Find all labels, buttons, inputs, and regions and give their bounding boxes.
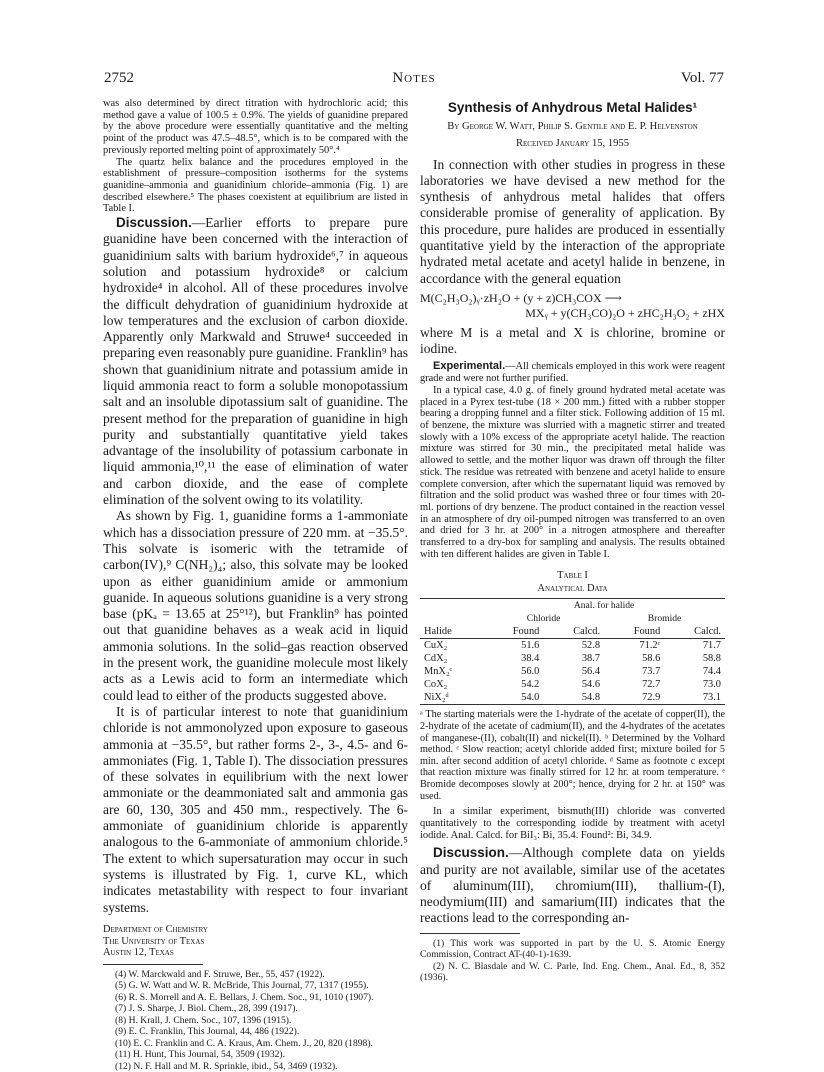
table-row bbox=[420, 665, 725, 678]
reference-item: (8) H. Krall, J. Chem. Soc., 107, 1396 (1915). bbox=[115, 1014, 292, 1026]
value-cell: 38.4 bbox=[521, 653, 540, 665]
article-authors: By George W. Watt, Philip S. Gentile and E. P. Helvenston bbox=[447, 121, 698, 132]
experimental-heading: Experimental. bbox=[433, 360, 506, 373]
footnote-item: (1) This work was supported in part by the U. S. Atomic Energy Commission, Contract AT-(40-1)-1639. bbox=[420, 937, 725, 961]
halide-cell: NiX₂ᵈ bbox=[424, 692, 449, 704]
address-line: Austin 12, Texas bbox=[103, 947, 174, 959]
table-caption: Table I bbox=[557, 570, 588, 582]
value-cell: 54.8 bbox=[581, 692, 601, 704]
where-sentence: where M is a metal and X is chlorine, bromine or iodine. bbox=[420, 324, 725, 357]
discussion-paragraph bbox=[103, 215, 408, 508]
procedure-paragraph: In a typical case, 4.0 g. of finely ground hydrated metal acetate was placed in a Pyrex test-tube (18 × 200 mm.) fitted with a rubber stopper bearing a dropping funnel and a filter stick. Following addition of 15 ml. of benzene, the mixture was slurried with a magnetic stirrer and treated slowly with a 10% excess of the appropriate acetyl halide. The reaction mixture was stirred for 30 min., the precipitated metal halide was allowed to settle, and the mother liquor was drawn off through the filter stick. The residue was retreated with benzene and acetyl halide to ensure complete conversion, after which the supernatant liquid was removed by filtration and the solid product was washed three or four times with 20-ml. portions of dry benzene. The product contained in the reaction vessel in an atmosphere of dry oil-pumped nitrogen was transferred to an oven and dried for 3 hr. at 200° in a nitrogen atmosphere and thereafter transferred to a dry-box for sampling and analysis. The results obtained with ten different halides are given in Table I. bbox=[420, 384, 725, 560]
address-line: Department of Chemistry bbox=[103, 923, 208, 935]
calcd-header: Calcd. bbox=[694, 626, 721, 638]
article-title: Synthesis of Anhydrous Metal Halides¹ bbox=[447, 100, 698, 115]
chloride-paragraph: It is of particular interest to note that guanidinium chloride is not ammonolyzed upon exposure to gaseous ammonia at −35.5°, but rather forms 2-, 3-, 4.5- and 6-ammoniates (Fig. 1, Table I). The dissociation pressures of these solvates in equilibrium with the next lower ammoniate or the deammoniated salt and ammonia gas are 60, 130, 305 and 450 mm., respectively. The 6-ammoniate of guanidinium chloride is apparently analogous to the 6-ammoniate of ammonium chloride.⁵ The extent to which supersaturation may occur in such systems is illustrated by Fig. 1, curve KL, which indicates metastability with respect to four invariant systems. bbox=[103, 703, 408, 915]
address-line: The University of Texas bbox=[103, 935, 205, 947]
references-rule bbox=[103, 964, 203, 965]
calcd-header: Calcd. bbox=[573, 626, 601, 638]
received-date: Received January 15, 1955 bbox=[515, 137, 630, 149]
table-footnotes: ᵃ The starting materials were the 1-hydrate of the acetate of copper(II), the 2-hydrate of the acetate of cadmium(II), and the 4-hydrates of the acetates of manganese-(II), cobalt(II) and nickel(II). ᵇ Determined by the Volhard method. ᶜ Slow reaction; acetyl chloride added first; mixture boiled for 5 min. after second addition of acetyl chloride. ᵈ Same as footnote c except that reaction mixture was finally stirred for 12 hr. at room temperature. ᵉ Bromide decomposes slowly at 200°; hence, drying for 2 hr. at 150° was used. bbox=[420, 709, 725, 802]
discussion-paragraph-right bbox=[420, 845, 725, 926]
value-cell: 51.6 bbox=[521, 640, 540, 652]
table-row bbox=[420, 652, 725, 665]
value-cell: 54.0 bbox=[521, 692, 540, 704]
bromide-header: Bromide bbox=[647, 613, 682, 625]
value-cell: 74.4 bbox=[702, 666, 721, 678]
reference-item: (9) E. C. Franklin, This Journal, 44, 486 (1922). bbox=[115, 1026, 300, 1038]
chloride-header: Chloride bbox=[526, 613, 561, 625]
footnote-rule bbox=[420, 933, 520, 934]
table-subcaption: Analytical Data bbox=[537, 583, 608, 595]
reference-item: (4) W. Marckwald and F. Struwe, Ber., 55, 457 (1922). bbox=[115, 968, 325, 980]
discussion-text: —Earlier efforts to prepare pure guanidine have been concerned with the interaction of guanidinium salts with barium hydroxide⁶,⁷ in aqueous solution and potassium hydroxide⁸ or calcium hydroxide⁴ in alcohol. All of these procedures involve the difficult dehydration of guanidinium hydroxide at low temperatures and the exclusion of carbon dioxide. Apparently only Markwald and Struwe⁴ succeeded in preparing even reasonably pure guanidine. Franklin⁹ has shown that guanidinium nitrate and potassium amide in liquid ammonia react to form a soluble monopotassium salt and an insoluble dipotassium salt of guanidine. The present method for the preparation of guanidine in high purity and substantially quantitative yield takes advantage of the insolubility of potassium carbonate in liquid ammonia,¹⁰,¹¹ the ease of elimination of water and carbon dioxide, and the ease of complete elimination of the solvent owing to its volatility. bbox=[103, 215, 408, 508]
intro-paragraph: was also determined by direct titration with hydrochloric acid; this method gave a value of 100.5 ± 0.9%. The yields of guanidine prepared by the above procedure were essentially quantitative and the melting point of the product was 47.5–48.5°, which is to be compared with the previously reported melting point of approximately 50°.⁴ bbox=[103, 98, 408, 156]
reference-item: (6) R. S. Morrell and A. E. Bellars, J. Chem. Soc., 91, 1010 (1907). bbox=[115, 991, 374, 1003]
running-header bbox=[104, 70, 724, 92]
general-equation bbox=[420, 291, 725, 321]
fig1-paragraph: As shown by Fig. 1, guanidine forms a 1-ammoniate which has a dissociation pressure of 220 mm. at −35.5°. This solvate is isomeric with the tetramide of carbon(IV),⁹ C(NH₂)₄; also, this solvate may be looked upon as either guanidinium amide or ammonium guanide. In aqueous solutions guanidine is a very strong base (pKₐ = 13.65 at 25°¹²), but Franklin⁹ has pointed out that guanidine behaves as a weak acid in liquid ammonia solutions. In the solid–gas reaction observed in the present work, the guanidine molecule most likely acts as a Lewis acid to form an intermediate which could lead to either of the products suggested above. bbox=[103, 508, 408, 703]
value-cell: 56.0 bbox=[521, 666, 540, 678]
discussion-heading: Discussion. bbox=[116, 215, 192, 231]
reference-item: (11) H. Hunt, This Journal, 54, 3509 (1932). bbox=[115, 1049, 286, 1061]
table-row bbox=[420, 639, 725, 653]
table-row bbox=[420, 691, 725, 705]
experimental-text: —All chemicals employed in this work were reagent grade and were not further purified. bbox=[420, 361, 725, 385]
value-cell: 54.6 bbox=[581, 679, 601, 691]
value-cell: 58.6 bbox=[642, 653, 661, 665]
article-intro: In connection with other studies in progress in these laboratories we have devised a new method for the synthesis of anhydrous metal halides that offers considerable promise of generality of application. By this procedure, pure halides are produced in essentially quantitative yield by the interaction of the appropriate hydrated metal acetate and acetyl halide in benzene, in accordance with the general equation bbox=[420, 156, 725, 286]
equation-line-2: MXᵧ + y(CH₃CO)₂O + zHC₂H₃O₂ + zHX bbox=[525, 305, 725, 320]
reference-item: (7) J. S. Sharpe, J. Biol. Chem., 28, 399 (1917). bbox=[115, 1003, 298, 1015]
page-number: 2752 bbox=[104, 70, 134, 86]
quartz-paragraph: The quartz helix balance and the procedures employed in the establishment of pressure–composition isotherms for the systems guanidine–ammonia and guanidinium chloride–ammonia (Fig. 1) are described elsewhere.⁵ The phases coexistent at equilibrium are listed in Table I. bbox=[103, 156, 408, 215]
equation-line-1: M(C₂H₃O₂)ᵧ·zH₂O + (y + z)CH₃COX ⟶ bbox=[420, 290, 622, 305]
footnote-item: (2) N. C. Blasdale and W. C. Parle, Ind. Eng. Chem., Anal. Ed., 8, 352 (1936). bbox=[420, 960, 725, 984]
volume-label: Vol. 77 bbox=[680, 70, 724, 86]
halide-header: Halide bbox=[424, 626, 452, 638]
references-list bbox=[103, 969, 408, 1072]
value-cell: 56.4 bbox=[581, 666, 601, 678]
halide-cell: CuX₂ bbox=[424, 640, 448, 652]
value-cell: 72.7 bbox=[642, 679, 661, 691]
value-cell: 58.8 bbox=[702, 653, 721, 665]
halide-cell: CoX₂ bbox=[424, 679, 448, 691]
value-cell: 73.1 bbox=[702, 692, 721, 704]
halide-cell: MnX₂ᶜ bbox=[424, 666, 453, 678]
bismuth-paragraph: In a similar experiment, bismuth(III) chloride was converted quantitatively to the corresponding iodide by treatment with acetyl iodide. Anal. Calcd. for BiI₃: Bi, 35.4. Found²: Bi, 34.9. bbox=[420, 806, 725, 841]
value-cell: 73.7 bbox=[642, 666, 661, 678]
value-cell: 54.2 bbox=[521, 679, 540, 691]
value-cell: 71.2ᶜ bbox=[639, 640, 661, 652]
discussion-text-right: —Although complete data on yields and purity are not available, similar use of the acetates of aluminum(III), chromium(III), thallium-(I), neodymium(III) and samarium(III) indicates that the reactions lead to the corresponding an- bbox=[420, 845, 725, 926]
found-header: Found bbox=[512, 626, 540, 638]
table-row bbox=[420, 678, 725, 691]
discussion-heading-right: Discussion. bbox=[433, 845, 509, 861]
footnotes bbox=[420, 938, 725, 984]
reference-item: (12) N. F. Hall and M. R. Sprinkle, ibid., 54, 3469 (1932). bbox=[115, 1060, 338, 1072]
value-cell: 52.8 bbox=[581, 640, 601, 652]
value-cell: 72.9 bbox=[642, 692, 661, 704]
reference-item: (10) E. C. Franklin and C. A. Kraus, Am. Chem. J., 20, 820 (1898). bbox=[115, 1037, 373, 1049]
group-header: Anal. for halide bbox=[573, 600, 635, 612]
halide-cell: CdX₂ bbox=[424, 653, 448, 665]
value-cell: 73.0 bbox=[702, 679, 721, 691]
value-cell: 71.7 bbox=[702, 640, 721, 652]
left-column bbox=[103, 98, 408, 1072]
right-column bbox=[420, 98, 725, 984]
author-address bbox=[103, 924, 408, 959]
value-cell: 38.7 bbox=[581, 653, 601, 665]
section-title: Notes bbox=[392, 70, 436, 86]
reference-item: (5) G. W. Watt and W. R. McBride, This Journal, 77, 1317 (1955). bbox=[115, 980, 369, 992]
found-header: Found bbox=[633, 626, 661, 638]
experimental-paragraph bbox=[420, 361, 725, 384]
analytical-data-table bbox=[420, 598, 725, 705]
